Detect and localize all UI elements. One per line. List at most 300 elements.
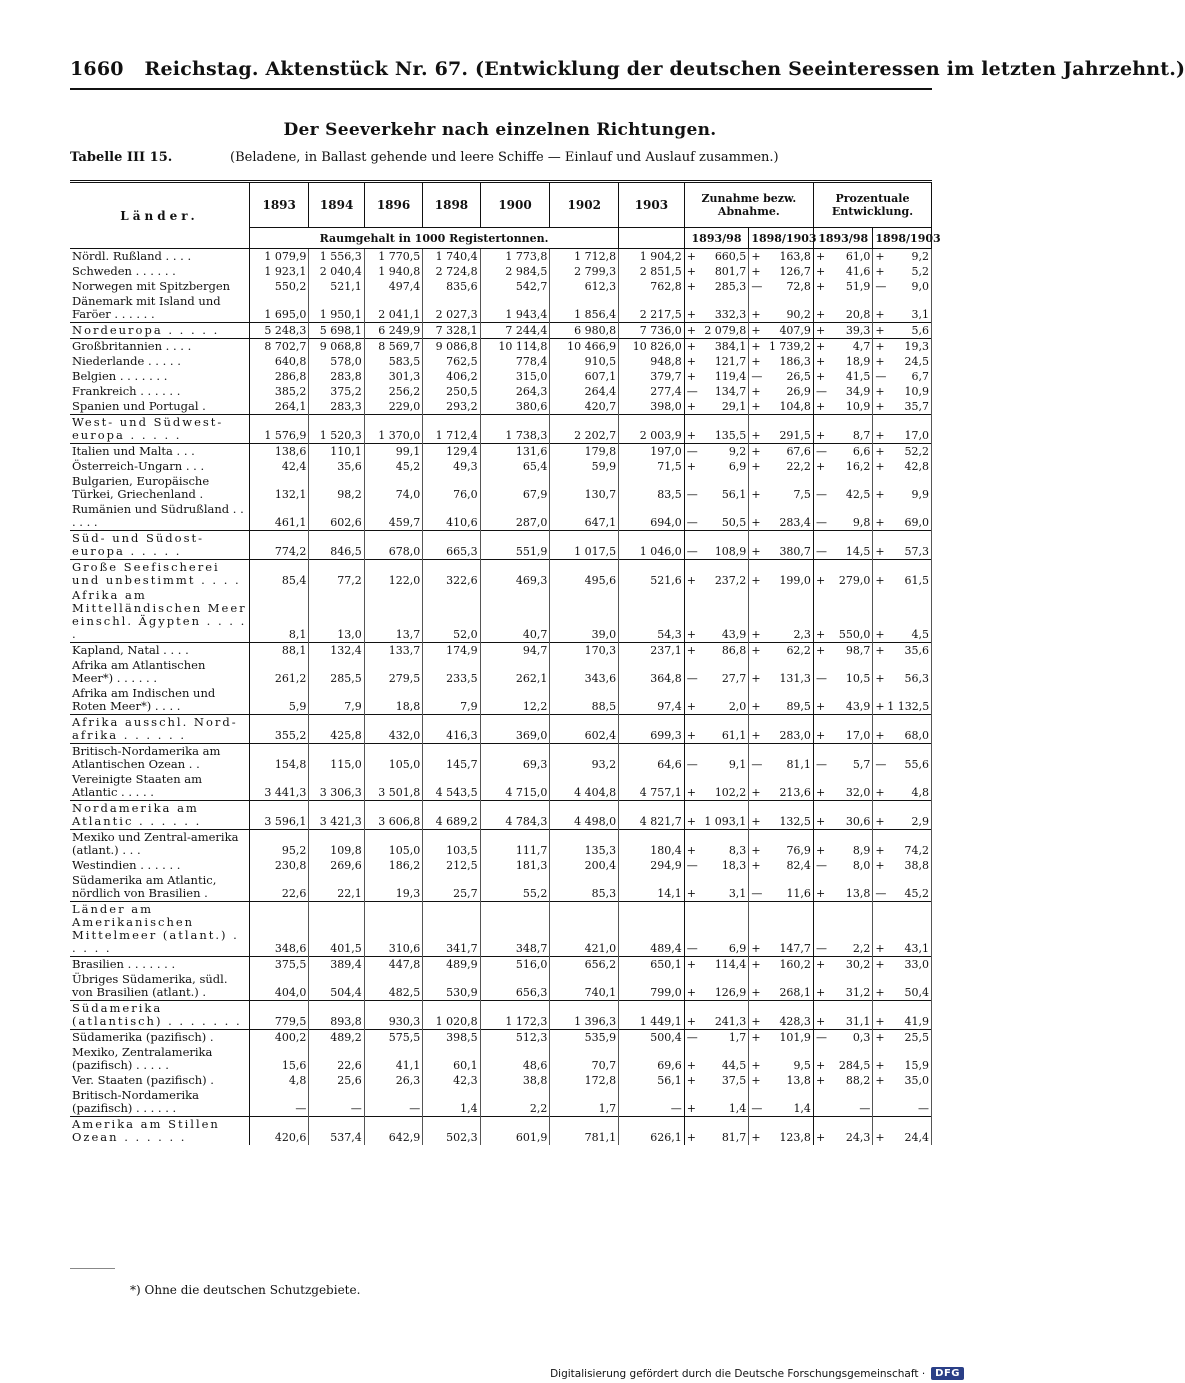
- tonnage-cell: 2 040,4: [309, 264, 364, 279]
- tonnage-cell: 1,7: [550, 1088, 619, 1117]
- percent-cell: 2,9: [885, 801, 931, 830]
- percent-cell: 4,7: [826, 339, 873, 355]
- percent-cell: 24,3: [826, 1117, 873, 1146]
- tonnage-cell: 398,5: [423, 1030, 480, 1046]
- tonnage-cell: 497,4: [364, 279, 422, 294]
- tonnage-cell: 322,6: [423, 560, 480, 589]
- tonnage-cell: 578,0: [309, 354, 364, 369]
- percent-cell: 68,0: [885, 715, 931, 744]
- tonnage-cell: 13,7: [364, 588, 422, 643]
- tonnage-cell: 229,0: [364, 399, 422, 415]
- percent-cell: 41,9: [885, 1001, 931, 1030]
- percent-cell: 8,7: [826, 415, 873, 444]
- tonnage-cell: 13,0: [309, 588, 364, 643]
- percent-sign: +: [813, 1117, 825, 1146]
- tonnage-cell: 8,1: [249, 588, 308, 643]
- tonnage-cell: 642,9: [364, 1117, 422, 1146]
- change-cell: 18,3: [697, 858, 749, 873]
- change-sign: —: [686, 385, 698, 398]
- change-sign: +: [749, 323, 761, 339]
- tonnage-cell: 4 715,0: [480, 772, 550, 801]
- percent-sign: —: [873, 744, 885, 773]
- tonnage-cell: 25,6: [309, 1073, 364, 1088]
- tonnage-cell: 88,1: [249, 643, 308, 659]
- tonnage-cell: 269,6: [309, 858, 364, 873]
- change-cell: 9,2: [697, 444, 749, 460]
- tonnage-cell: 200,4: [550, 858, 619, 873]
- tonnage-cell: —: [309, 1088, 364, 1117]
- tonnage-cell: 762,5: [423, 354, 480, 369]
- page-number: 1660: [70, 58, 124, 80]
- tonnage-cell: 74,0: [364, 474, 422, 502]
- percent-sign: —: [813, 902, 825, 957]
- tonnage-cell: 129,4: [423, 444, 480, 460]
- footnote: *) Ohne die deutschen Schutzgebiete.: [130, 1283, 361, 1297]
- tonnage-cell: 310,6: [364, 902, 422, 957]
- tonnage-cell: 285,5: [309, 658, 364, 686]
- change-cell: 199,0: [761, 560, 813, 589]
- tonnage-cell: 530,9: [423, 972, 480, 1001]
- tonnage-cell: 4 757,1: [619, 772, 685, 801]
- change-sign: +: [684, 415, 696, 444]
- tonnage-cell: 170,3: [550, 643, 619, 659]
- tonnage-cell: 343,6: [550, 658, 619, 686]
- tonnage-cell: 264,4: [550, 384, 619, 399]
- tonnage-cell: 1 396,3: [550, 1001, 619, 1030]
- table-row: [70, 1073, 932, 1088]
- change-sign: +: [751, 700, 761, 713]
- tonnage-cell: 1 172,3: [480, 1001, 550, 1030]
- change-sign: +: [686, 986, 696, 999]
- change-sign: +: [751, 628, 761, 641]
- tonnage-cell: 369,0: [480, 715, 550, 744]
- tonnage-cell: 4 543,5: [423, 772, 480, 801]
- tonnage-cell: 482,5: [364, 972, 422, 1001]
- change-cell: 213,6: [761, 772, 813, 801]
- tonnage-cell: 612,3: [550, 279, 619, 294]
- tonnage-cell: 1 738,3: [480, 415, 550, 444]
- percent-sign: +: [873, 801, 885, 830]
- percent-sign: —: [875, 280, 887, 293]
- change-sign: +: [749, 249, 761, 265]
- percent-sign: +: [875, 1059, 885, 1072]
- percent-cell: 35,6: [885, 643, 931, 659]
- change-cell: 89,5: [761, 686, 813, 715]
- change-sign: +: [751, 400, 761, 413]
- change-cell: 1 093,1: [697, 801, 749, 830]
- change-cell: 121,7: [697, 354, 749, 369]
- percent-sign: +: [875, 308, 885, 321]
- tonnage-cell: 774,2: [249, 531, 308, 560]
- percent-cell: 51,9: [826, 279, 873, 294]
- percent-cell: 8,0: [826, 858, 873, 873]
- tonnage-cell: 60,1: [423, 1045, 480, 1073]
- change-sign: +: [686, 1074, 696, 1087]
- country-label: Norwegen mit Spitzbergen: [70, 279, 249, 294]
- tonnage-cell: 69,3: [480, 744, 550, 773]
- change-cell: 11,6: [761, 873, 813, 902]
- tonnage-cell: 781,1: [550, 1117, 619, 1146]
- change-cell: 135,5: [697, 415, 749, 444]
- percent-cell: 24,4: [885, 1117, 931, 1146]
- country-label: Brasilien . . . . . . .: [70, 957, 249, 973]
- tonnage-cell: 500,4: [619, 1030, 685, 1046]
- tonnage-cell: 364,8: [619, 658, 685, 686]
- change-cell: 163,8: [761, 249, 813, 265]
- tonnage-cell: 7 244,4: [480, 323, 550, 339]
- tonnage-cell: 910,5: [550, 354, 619, 369]
- change-sign: +: [684, 801, 696, 830]
- tonnage-cell: 85,3: [550, 873, 619, 902]
- percent-cell: 4,8: [885, 772, 931, 801]
- percent-cell: 30,2: [826, 957, 873, 973]
- percent-sign: +: [815, 700, 826, 713]
- country-label: Italien und Malta . . .: [70, 444, 249, 460]
- country-label: Vereinigte Staaten am Atlantic . . . . .: [70, 772, 249, 801]
- table-row: [70, 502, 932, 531]
- percent-sign: +: [815, 400, 826, 413]
- tonnage-cell: 172,8: [550, 1073, 619, 1088]
- percent-cell: —: [826, 1088, 873, 1117]
- change-sign: +: [749, 444, 761, 460]
- tonnage-cell: 38,8: [480, 1073, 550, 1088]
- table-row: [70, 858, 932, 873]
- region-total-row: [70, 415, 932, 444]
- percent-sign: —: [875, 370, 887, 383]
- change-sign: +: [686, 786, 696, 799]
- tonnage-cell: 110,1: [309, 444, 364, 460]
- tonnage-cell: 132,1: [249, 474, 308, 502]
- tonnage-cell: 5 248,3: [249, 323, 308, 339]
- percent-cell: 284,5: [826, 1045, 873, 1073]
- percent-sign: [873, 1088, 885, 1117]
- tonnage-cell: 421,0: [550, 902, 619, 957]
- region-total-row: [70, 902, 932, 957]
- tonnage-cell: 262,1: [480, 658, 550, 686]
- percent-sign: +: [813, 323, 825, 339]
- tonnage-cell: 59,9: [550, 459, 619, 474]
- change-cell: 1,4: [697, 1088, 749, 1117]
- tonnage-cell: 504,4: [309, 972, 364, 1001]
- change-cell: 26,9: [761, 384, 813, 399]
- tonnage-cell: 602,4: [550, 715, 619, 744]
- tonnage-cell: 145,7: [423, 744, 480, 773]
- percent-cell: 6,6: [826, 444, 873, 460]
- country-label: Dänemark mit Island und Faröer . . . . . .: [70, 294, 249, 323]
- tonnage-cell: 626,1: [619, 1117, 685, 1146]
- tonnage-cell: 70,7: [550, 1045, 619, 1073]
- percent-sign: +: [813, 415, 825, 444]
- table-row: [70, 474, 932, 502]
- tonnage-cell: 12,2: [480, 686, 550, 715]
- table-row: [70, 1030, 932, 1046]
- percent-sign: +: [873, 444, 885, 460]
- region-total-row: [70, 323, 932, 339]
- change-cell: 283,0: [761, 715, 813, 744]
- change-cell: 27,7: [697, 658, 749, 686]
- tonnage-cell: 77,2: [309, 560, 364, 589]
- change-sign: +: [751, 355, 761, 368]
- percent-sign: +: [875, 400, 885, 413]
- change-cell: 7,5: [761, 474, 813, 502]
- tonnage-cell: 1 904,2: [619, 249, 685, 265]
- percent-sign: —: [815, 516, 827, 529]
- percent-cell: 24,5: [885, 354, 931, 369]
- percent-cell: 2,2: [826, 902, 873, 957]
- percent-sign: +: [815, 355, 826, 368]
- year-header: 1894: [309, 182, 364, 228]
- tonnage-cell: 233,5: [423, 658, 480, 686]
- tonnage-cell: 277,4: [619, 384, 685, 399]
- tonnage-cell: 10 466,9: [550, 339, 619, 355]
- header-rule: [70, 88, 932, 90]
- tonnage-cell: 7 736,0: [619, 323, 685, 339]
- percent-sign: +: [873, 531, 885, 560]
- country-label: Österreich-Ungarn . . .: [70, 459, 249, 474]
- tonnage-cell: 1 940,8: [364, 264, 422, 279]
- tonnage-cell: 400,2: [249, 1030, 308, 1046]
- change-sign: —: [751, 1102, 763, 1115]
- region-total-row: [70, 560, 932, 589]
- change-cell: 380,7: [761, 531, 813, 560]
- tonnage-cell: 2 041,1: [364, 294, 422, 323]
- tonnage-cell: 256,2: [364, 384, 422, 399]
- tonnage-cell: 1 695,0: [249, 294, 308, 323]
- percent-cell: 55,6: [885, 744, 931, 773]
- table-row: [70, 1088, 932, 1117]
- percent-cell: 3,1: [885, 294, 931, 323]
- change-cell: 44,5: [697, 1045, 749, 1073]
- tonnage-cell: 2 027,3: [423, 294, 480, 323]
- tonnage-cell: 35,6: [309, 459, 364, 474]
- country-label: Frankreich . . . . . .: [70, 384, 249, 399]
- tonnage-cell: 948,8: [619, 354, 685, 369]
- tonnage-cell: 131,6: [480, 444, 550, 460]
- change-sign: +: [749, 1001, 761, 1030]
- percent-sign: +: [875, 700, 885, 713]
- tonnage-cell: 656,2: [550, 957, 619, 973]
- tonnage-cell: 489,9: [423, 957, 480, 973]
- change-cell: 268,1: [761, 972, 813, 1001]
- tonnage-cell: 389,4: [309, 957, 364, 973]
- percent-cell: 34,9: [826, 384, 873, 399]
- change-sign: +: [686, 280, 696, 293]
- percent-cell: 19,3: [885, 339, 931, 355]
- table-row: [70, 744, 932, 773]
- percent-cell: 52,2: [885, 444, 931, 460]
- shipping-table: [70, 180, 941, 1145]
- table-row: [70, 384, 932, 399]
- tonnage-cell: 111,7: [480, 830, 550, 859]
- change-cell: 332,3: [697, 294, 749, 323]
- change-sign: +: [686, 265, 696, 278]
- tonnage-cell: 6 249,9: [364, 323, 422, 339]
- tonnage-cell: 1 449,1: [619, 1001, 685, 1030]
- col-header-countries: Länder.: [70, 182, 249, 249]
- percent-cell: 98,7: [826, 643, 873, 659]
- percent-cell: 42,8: [885, 459, 931, 474]
- country-label: Kapland, Natal . . . .: [70, 643, 249, 659]
- percent-cell: 8,9: [826, 830, 873, 859]
- country-label: Rumänien und Südrußland . . . . . .: [70, 502, 249, 531]
- table-row: [70, 399, 932, 415]
- country-label: Nördl. Rußland . . . .: [70, 249, 249, 265]
- tonnage-cell: 65,4: [480, 459, 550, 474]
- percent-sign: +: [875, 265, 885, 278]
- tonnage-cell: 5 698,1: [309, 323, 364, 339]
- change-sign: +: [686, 460, 696, 473]
- tonnage-cell: 179,8: [550, 444, 619, 460]
- table-row: [70, 459, 932, 474]
- tonnage-cell: 181,3: [480, 858, 550, 873]
- table-row: [70, 972, 932, 1001]
- percent-cell: 39,3: [826, 323, 873, 339]
- percent-sign: —: [875, 887, 887, 900]
- tonnage-cell: 385,2: [249, 384, 308, 399]
- change-sign: +: [686, 400, 696, 413]
- percent-cell: 9,9: [885, 474, 931, 502]
- tonnage-cell: 4 689,2: [423, 801, 480, 830]
- tonnage-cell: 93,2: [550, 744, 619, 773]
- region-total-row: [70, 1117, 932, 1146]
- region-total-row: [70, 801, 932, 830]
- percent-sign: +: [875, 488, 885, 501]
- tonnage-cell: 2 984,5: [480, 264, 550, 279]
- tonnage-cell: 1 520,3: [309, 415, 364, 444]
- table-row: [70, 264, 932, 279]
- tonnage-cell: 459,7: [364, 502, 422, 531]
- percent-sign: +: [815, 786, 826, 799]
- country-label: Ver. Staaten (pazifisch) .: [70, 1073, 249, 1088]
- tonnage-cell: 94,7: [480, 643, 550, 659]
- change-sign: +: [751, 786, 761, 799]
- tonnage-cell: 105,0: [364, 744, 422, 773]
- tonnage-cell: 174,9: [423, 643, 480, 659]
- change-cell: 81,7: [697, 1117, 749, 1146]
- tonnage-cell: 138,6: [249, 444, 308, 460]
- change-cell: 283,4: [761, 502, 813, 531]
- tonnage-cell: 69,6: [619, 1045, 685, 1073]
- percent-cell: 41,5: [826, 369, 873, 384]
- tonnage-cell: 930,3: [364, 1001, 422, 1030]
- tonnage-cell: 740,1: [550, 972, 619, 1001]
- tonnage-cell: 521,1: [309, 279, 364, 294]
- table-row: [70, 249, 932, 265]
- change-cell: 101,9: [761, 1030, 813, 1046]
- change-sign: +: [686, 628, 696, 641]
- tonnage-cell: 264,3: [480, 384, 550, 399]
- country-label: Schweden . . . . . .: [70, 264, 249, 279]
- country-label: Länder am Amerikanischen Mittelmeer (atlant.) . . . . .: [70, 902, 249, 957]
- tonnage-cell: 575,5: [364, 1030, 422, 1046]
- percent-cell: 16,2: [826, 459, 873, 474]
- tonnage-cell: 601,9: [480, 1117, 550, 1146]
- tonnage-cell: 8 702,7: [249, 339, 308, 355]
- tonnage-cell: 98,2: [309, 474, 364, 502]
- tonnage-cell: 420,6: [249, 1117, 308, 1146]
- percent-cell: 9,0: [885, 279, 931, 294]
- change-cell: 61,1: [697, 715, 749, 744]
- percent-cell: 9,2: [885, 249, 931, 265]
- tonnage-cell: 432,0: [364, 715, 422, 744]
- tonnage-cell: 1 556,3: [309, 249, 364, 265]
- tonnage-cell: 1 370,0: [364, 415, 422, 444]
- percent-sign: +: [873, 830, 885, 859]
- tonnage-cell: 294,9: [619, 858, 685, 873]
- tonnage-cell: 447,8: [364, 957, 422, 973]
- percent-cell: 6,7: [885, 369, 931, 384]
- tonnage-cell: 469,3: [480, 560, 550, 589]
- country-label: Mexiko, Zentralamerika (pazifisch) . . . . .: [70, 1045, 249, 1073]
- change-cell: 9,5: [761, 1045, 813, 1073]
- change-sign: +: [684, 249, 696, 265]
- table-row: [70, 279, 932, 294]
- tonnage-cell: 301,3: [364, 369, 422, 384]
- tonnage-cell: 1 770,5: [364, 249, 422, 265]
- tonnage-cell: 261,2: [249, 658, 308, 686]
- tonnage-cell: 103,5: [423, 830, 480, 859]
- country-label: West- und Südwest-europa . . . . .: [70, 415, 249, 444]
- change-cell: 160,2: [761, 957, 813, 973]
- table-subtitle: (Beladene, in Ballast gehende und leere Schiffe — Einlauf und Auslauf zusammen.): [230, 150, 779, 165]
- change-cell: 131,3: [761, 658, 813, 686]
- change-cell: 241,3: [697, 1001, 749, 1030]
- change-sign: +: [749, 715, 761, 744]
- tonnage-cell: 39,0: [550, 588, 619, 643]
- percent-sign: —: [813, 531, 825, 560]
- tonnage-cell: 398,0: [619, 399, 685, 415]
- change-cell: 2 079,8: [697, 323, 749, 339]
- tonnage-cell: 551,9: [480, 531, 550, 560]
- tonnage-cell: 1 950,1: [309, 294, 364, 323]
- percent-cell: 43,9: [826, 686, 873, 715]
- tonnage-cell: 778,4: [480, 354, 550, 369]
- tonnage-cell: 835,6: [423, 279, 480, 294]
- change-sign: +: [686, 1102, 696, 1115]
- tonnage-cell: 130,7: [550, 474, 619, 502]
- change-cell: 126,7: [761, 264, 813, 279]
- country-label: Südamerika am Atlantic, nördlich von Brasilien .: [70, 873, 249, 902]
- change-cell: 2,3: [761, 588, 813, 643]
- tonnage-cell: 1 017,5: [550, 531, 619, 560]
- region-total-row: [70, 588, 932, 643]
- change-cell: 72,8: [761, 279, 813, 294]
- tonnage-cell: 293,2: [423, 399, 480, 415]
- sub-header: 1898/1903: [873, 228, 932, 249]
- tonnage-cell: 542,7: [480, 279, 550, 294]
- tonnage-cell: 1 576,9: [249, 415, 308, 444]
- credit-text: Digitalisierung gefördert durch die Deutsche Forschungsgemeinschaft ·: [550, 1367, 926, 1380]
- tonnage-cell: 237,1: [619, 643, 685, 659]
- percent-cell: 88,2: [826, 1073, 873, 1088]
- tonnage-cell: 99,1: [364, 444, 422, 460]
- change-sign: —: [751, 280, 763, 293]
- tonnage-cell: 425,8: [309, 715, 364, 744]
- tonnage-cell: 133,7: [364, 643, 422, 659]
- tonnage-cell: 1 046,0: [619, 531, 685, 560]
- tonnage-cell: 495,6: [550, 560, 619, 589]
- region-total-row: [70, 715, 932, 744]
- change-cell: 26,5: [761, 369, 813, 384]
- tonnage-cell: 640,8: [249, 354, 308, 369]
- change-cell: 90,2: [761, 294, 813, 323]
- percent-sign: +: [813, 957, 825, 973]
- change-sign: —: [749, 744, 761, 773]
- year-header: 1900: [480, 182, 550, 228]
- change-cell: 114,4: [697, 957, 749, 973]
- table-row: [70, 957, 932, 973]
- change-sign: +: [749, 643, 761, 659]
